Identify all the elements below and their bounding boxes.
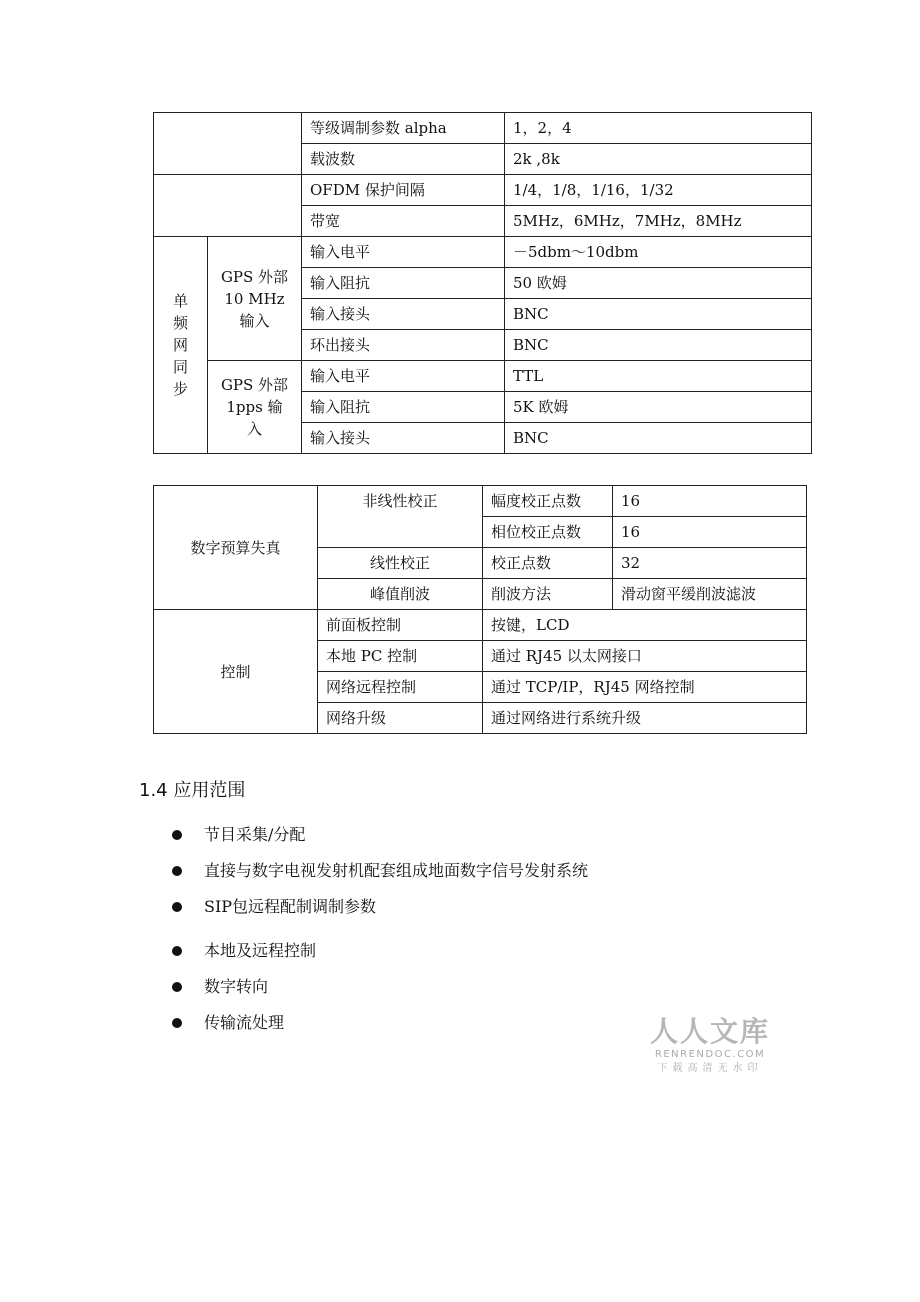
predistortion-label: 数字预算失真 (154, 486, 318, 610)
label-char: 频 (172, 314, 188, 332)
value-cell: BNC (505, 423, 812, 454)
control-label: 控制 (154, 610, 318, 734)
bullet-icon (172, 982, 182, 992)
param-cell: 校正点数 (483, 548, 613, 579)
value-cell: 通过网络进行系统升级 (483, 703, 807, 734)
list-item (170, 1010, 588, 1046)
value-cell: 按键，LCD (483, 610, 807, 641)
label-line: 1pps 输 (226, 398, 283, 416)
empty-group-cell (154, 175, 302, 237)
value-cell: 50 欧姆 (505, 268, 812, 299)
param-cell: OFDM 保护间隔 (302, 175, 505, 206)
peak-clip-label: 峰值削波 (318, 579, 483, 610)
list-item (170, 894, 588, 930)
param-cell: 载波数 (302, 144, 505, 175)
table-row (154, 610, 807, 641)
list-item-text: 节目采集/分配 (204, 825, 306, 844)
table-row (154, 113, 812, 144)
param-cell: 环出接头 (302, 330, 505, 361)
table-row (154, 361, 812, 392)
watermark-url: RENRENDOC.COM (654, 1049, 766, 1060)
value-cell: 16 (613, 486, 807, 517)
label-line: GPS 外部 (220, 376, 289, 394)
gps-10mhz-label (208, 237, 302, 361)
value-cell: 5K 欧姆 (505, 392, 812, 423)
value-cell: －5dbm～10dbm (505, 237, 812, 268)
param-cell: 相位校正点数 (483, 517, 613, 548)
application-list (170, 822, 588, 1046)
gps-1pps-label (208, 361, 302, 454)
label-char: 步 (172, 380, 188, 398)
value-cell: 5MHz，6MHz，7MHz，8MHz (505, 206, 812, 237)
value-cell: 1，2，4 (505, 113, 812, 144)
spec-table-modulation-sync (153, 112, 812, 454)
param-cell: 输入接头 (302, 299, 505, 330)
value-cell: 2k ,8k (505, 144, 812, 175)
bullet-icon (172, 902, 182, 912)
label-line: 10 MHz (224, 289, 285, 308)
bullet-icon (172, 946, 182, 956)
param-cell: 输入电平 (302, 237, 505, 268)
param-cell: 前面板控制 (318, 610, 483, 641)
list-item-text: 传输流处理 (204, 1013, 285, 1032)
list-item-text: 直接与数字电视发射机配套组成地面数字信号发射系统 (204, 861, 589, 880)
spec-table-predistortion-control (153, 485, 807, 734)
watermark-logo (648, 1016, 772, 1076)
value-cell: BNC (505, 330, 812, 361)
table-row (154, 486, 807, 517)
param-cell: 输入阻抗 (302, 268, 505, 299)
sync-group-label (154, 237, 208, 454)
list-item-text: SIP包远程配制调制参数 (204, 897, 377, 916)
table-row (154, 175, 812, 206)
nonlinear-label: 非线性校正 (318, 486, 483, 548)
label-char: 同 (172, 358, 188, 376)
value-cell: 滑动窗平缓削波滤波 (613, 579, 807, 610)
label-char: 网 (172, 336, 188, 354)
label-line: 输入 (239, 311, 270, 330)
watermark-brand: 人人文库 (649, 1015, 770, 1048)
param-cell: 输入接头 (302, 423, 505, 454)
param-cell: 削波方法 (483, 579, 613, 610)
param-cell: 带宽 (302, 206, 505, 237)
param-cell: 输入电平 (302, 361, 505, 392)
bullet-icon (172, 830, 182, 840)
value-cell: 1/4，1/8，1/16，1/32 (505, 175, 812, 206)
value-cell: BNC (505, 299, 812, 330)
param-cell: 网络升级 (318, 703, 483, 734)
table-row (154, 237, 812, 268)
bullet-icon (172, 1018, 182, 1028)
linear-label: 线性校正 (318, 548, 483, 579)
value-cell: 32 (613, 548, 807, 579)
list-item-text: 本地及远程控制 (204, 941, 317, 960)
value-cell: 16 (613, 517, 807, 548)
list-item (170, 822, 588, 858)
empty-group-cell (154, 113, 302, 175)
bullet-icon (172, 866, 182, 876)
param-cell: 输入阻抗 (302, 392, 505, 423)
list-item (170, 974, 588, 1010)
value-cell: 通过 TCP/IP，RJ45 网络控制 (483, 672, 807, 703)
value-cell: TTL (505, 361, 812, 392)
list-item (170, 858, 588, 894)
value-cell: 通过 RJ45 以太网接口 (483, 641, 807, 672)
param-cell: 幅度校正点数 (483, 486, 613, 517)
section-heading: 1.4 应用范围 (139, 780, 246, 801)
param-cell: 本地 PC 控制 (318, 641, 483, 672)
label-char: 单 (172, 292, 188, 310)
label-line: 入 (246, 420, 262, 438)
watermark-slogan: 下载高清无水印 (657, 1063, 763, 1074)
param-cell: 网络远程控制 (318, 672, 483, 703)
param-cell: 等级调制参数 alpha (302, 113, 505, 144)
label-line: GPS 外部 (220, 267, 289, 286)
list-item-text: 数字转向 (204, 977, 269, 996)
list-item (170, 938, 588, 974)
